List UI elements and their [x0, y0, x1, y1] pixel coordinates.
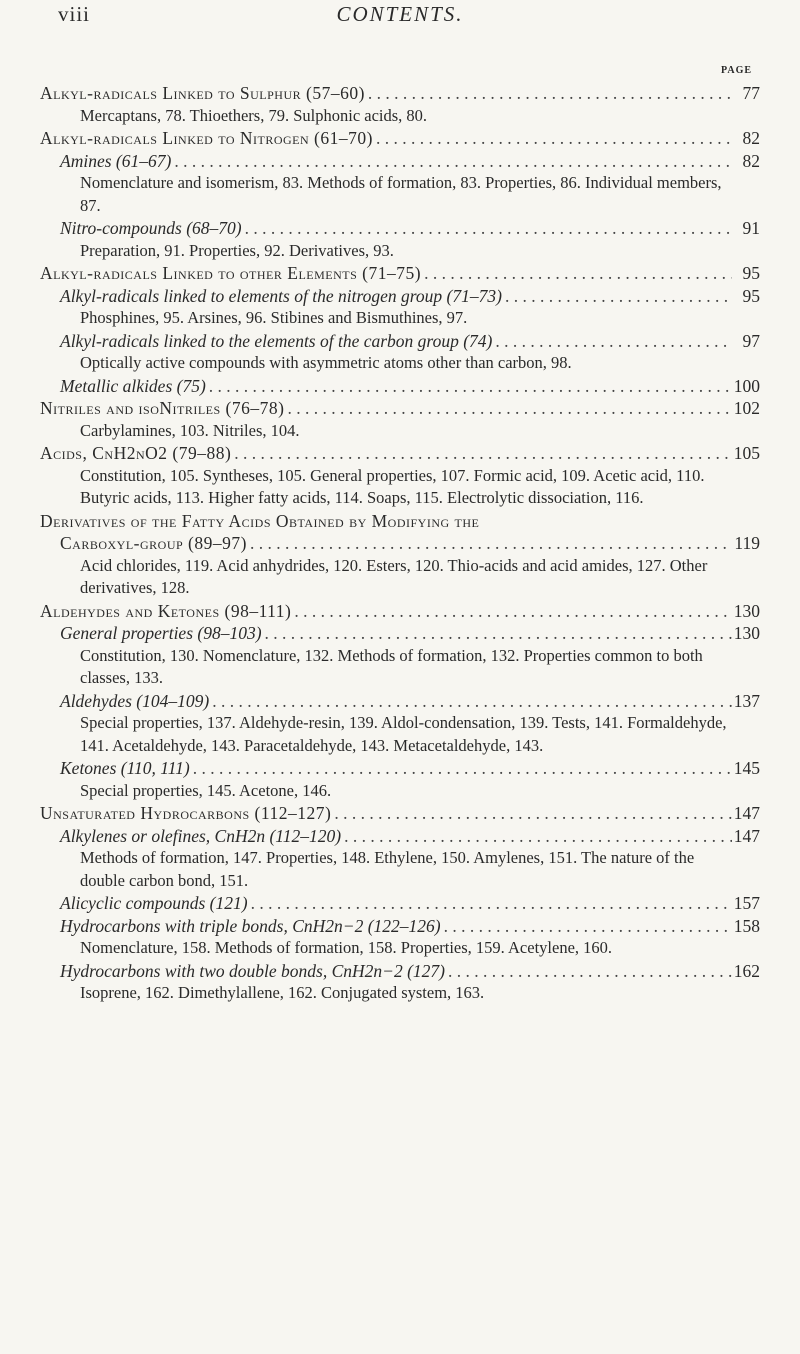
- entry-description: Carbylamines, 103. Nitriles, 104.: [80, 420, 300, 440]
- entry-page: 100: [733, 375, 760, 396]
- toc-entry: [40, 825, 760, 893]
- dot-leader: [492, 330, 732, 353]
- toc-line: [60, 892, 760, 915]
- entry-title: Alkyl-radicals Linked to Nitrogen (61–70): [40, 128, 373, 148]
- toc-entry: [40, 757, 760, 802]
- page-number: viii: [58, 2, 91, 26]
- entry-title: Alkyl-radicals linked to elements of the nitrogen group (71–73): [60, 285, 502, 306]
- entry-description: Nomenclature and isomerism, 83. Methods of formation, 83. Properties, 86. Individual members, 87.: [80, 173, 722, 215]
- dot-leader: [171, 150, 732, 173]
- entry-title: Unsaturated Hydrocarbons (112–127): [40, 803, 332, 823]
- entry-page: 105: [733, 443, 760, 463]
- dot-leader: [242, 217, 732, 240]
- dot-leader: [231, 442, 732, 465]
- entry-title: Alkyl-radicals Linked to Sulphur (57–60): [40, 83, 365, 103]
- toc-line: [40, 127, 760, 150]
- dot-leader: [331, 802, 732, 825]
- entry-title: General properties (98–103): [60, 623, 262, 643]
- entry-page: 95: [742, 263, 760, 283]
- dot-leader: [248, 892, 732, 915]
- toc-line: [60, 960, 760, 983]
- toc-entry: [40, 802, 760, 825]
- entry-page: 158: [733, 915, 760, 936]
- entry-title: Derivatives of the Fatty Acids Obtained by Modifying the: [40, 510, 480, 531]
- toc-entry: [40, 892, 760, 915]
- dot-leader: [209, 690, 732, 713]
- dot-leader: [421, 262, 732, 285]
- dot-leader: [247, 532, 732, 555]
- entry-page: 145: [733, 758, 760, 778]
- entry-page: 82: [742, 128, 760, 148]
- toc-entry: [40, 960, 760, 1005]
- entry-description: Isoprene, 162. Dimethylallene, 162. Conjugated system, 163.: [80, 983, 485, 1002]
- entry-page: 130: [733, 623, 760, 643]
- toc-line: [60, 285, 760, 308]
- toc-line: [40, 262, 760, 285]
- contents-list: [40, 82, 760, 1005]
- entry-description: Methods of formation, 147. Properties, 148. Ethylene, 150. Amylenes, 151. The nature of the double carbon bond, 151.: [80, 848, 695, 890]
- toc-line: [60, 825, 760, 848]
- entry-description: Special properties, 145. Acetone, 146.: [80, 780, 332, 800]
- entry-page: 95: [742, 285, 760, 306]
- entry-title: Alkyl-radicals linked to the elements of the carbon group (74): [60, 330, 493, 351]
- toc-line: [60, 690, 760, 713]
- entry-description: Acid chlorides, 119. Acid anhydrides, 120. Esters, 120. Thio-acids and acid amides, 127. Other derivatives, 128.: [80, 555, 708, 597]
- entry-description: Nomenclature, 158. Methods of formation, 158. Properties, 159. Acetylene, 160.: [80, 938, 613, 957]
- entry-title: Aldehydes and Ketones (98–111): [40, 600, 292, 621]
- entry-title: Alkyl-radicals Linked to other Elements (71–75): [40, 263, 422, 283]
- entry-title: Nitro-compounds (68–70): [60, 218, 242, 238]
- entry-page: 119: [734, 533, 760, 553]
- entry-page: 82: [742, 150, 760, 171]
- toc-line: [40, 397, 760, 420]
- toc-line: [60, 330, 760, 353]
- toc-line: [40, 442, 760, 465]
- toc-entry: [40, 217, 760, 262]
- toc-entry: [40, 600, 760, 623]
- toc-entry: [40, 510, 760, 600]
- toc-line: [40, 510, 760, 533]
- dot-leader: [341, 825, 732, 848]
- toc-line: [60, 375, 760, 398]
- entry-description: Preparation, 91. Properties, 92. Derivatives, 93.: [80, 240, 394, 260]
- entry-title: Amines (61–67): [60, 150, 172, 171]
- toc-entry: [40, 285, 760, 330]
- toc-line: [60, 532, 760, 555]
- entry-description: Mercaptans, 78. Thioethers, 79. Sulphonic acids, 80.: [80, 105, 428, 125]
- page-column-label: PAGE: [721, 65, 753, 76]
- entry-page: 91: [742, 218, 760, 238]
- dot-leader: [206, 375, 732, 398]
- entry-description: Optically active compounds with asymmetric atoms other than carbon, 98.: [80, 353, 572, 372]
- entry-title: Aldehydes (104–109): [60, 690, 210, 711]
- toc-entry: [40, 375, 760, 398]
- entry-title: Metallic alkides (75): [60, 375, 206, 396]
- toc-entry: [40, 262, 760, 285]
- toc-entry: [40, 442, 760, 510]
- entry-description: Constitution, 105. Syntheses, 105. General properties, 107. Formic acid, 109. Acetic acid, 110. Butyric acids, 113. Higher fatty acids, 114. Soaps, 115. Electrolytic dissociation, 116.: [80, 465, 705, 507]
- entry-title: Alicyclic compounds (121): [60, 893, 248, 913]
- entry-description: Constitution, 130. Nomenclature, 132. Methods of formation, 132. Properties common to both classes, 133.: [80, 645, 703, 687]
- entry-title: Carboxyl-group (89–97): [60, 533, 247, 553]
- dot-leader: [441, 915, 732, 938]
- toc-line: [60, 217, 760, 240]
- toc-entry: [40, 690, 760, 758]
- dot-leader: [445, 960, 732, 983]
- toc-line: [40, 82, 760, 105]
- entry-page: 147: [733, 825, 760, 846]
- dot-leader: [502, 285, 732, 308]
- toc-line: [60, 915, 760, 938]
- entry-page: 137: [733, 690, 760, 711]
- dot-leader: [284, 397, 732, 420]
- entry-title: Nitriles and isoNitriles (76–78): [40, 398, 285, 418]
- entry-page: 97: [742, 330, 760, 351]
- toc-line: [40, 802, 760, 825]
- entry-page: 162: [733, 960, 760, 981]
- toc-line: [40, 600, 760, 623]
- page-title: CONTENTS.: [336, 2, 464, 26]
- entry-title: Hydrocarbons with triple bonds, CnH2n−2 (122–126): [60, 915, 441, 936]
- toc-entry: [40, 127, 760, 150]
- entry-page: 147: [733, 803, 760, 823]
- entry-title: Acids, CnH2nO2 (79–88): [40, 443, 232, 463]
- toc-line: [60, 757, 760, 780]
- toc-entry: [40, 915, 760, 960]
- entry-title: Alkylenes or olefines, CnH2n (112–120): [60, 825, 342, 846]
- toc-entry: [40, 330, 760, 375]
- toc-entry: [40, 150, 760, 218]
- toc-entry: [40, 397, 760, 442]
- dot-leader: [262, 622, 732, 645]
- entry-description: Phosphines, 95. Arsines, 96. Stibines and Bismuthines, 97.: [80, 308, 468, 327]
- entry-page: 102: [733, 398, 760, 418]
- entry-title: Ketones (110, 111): [60, 758, 190, 778]
- entry-title: Hydrocarbons with two double bonds, CnH2n−2 (127): [60, 960, 445, 981]
- toc-entry: [40, 82, 760, 127]
- toc-entry: [40, 622, 760, 690]
- dot-leader: [291, 600, 732, 623]
- entry-page: 130: [733, 600, 760, 621]
- entry-page: 77: [742, 83, 760, 103]
- dot-leader: [373, 127, 732, 150]
- toc-line: [60, 622, 760, 645]
- dot-leader: [190, 757, 732, 780]
- toc-line: [60, 150, 760, 173]
- dot-leader: [365, 82, 732, 105]
- entry-description: Special properties, 137. Aldehyde-resin, 139. Aldol-condensation, 139. Tests, 141. Formaldehyde, 141. Acetaldehyde, 143. Paracetaldehyde, 143. Metacetaldehyde, 143.: [80, 713, 727, 755]
- entry-page: 157: [733, 893, 760, 913]
